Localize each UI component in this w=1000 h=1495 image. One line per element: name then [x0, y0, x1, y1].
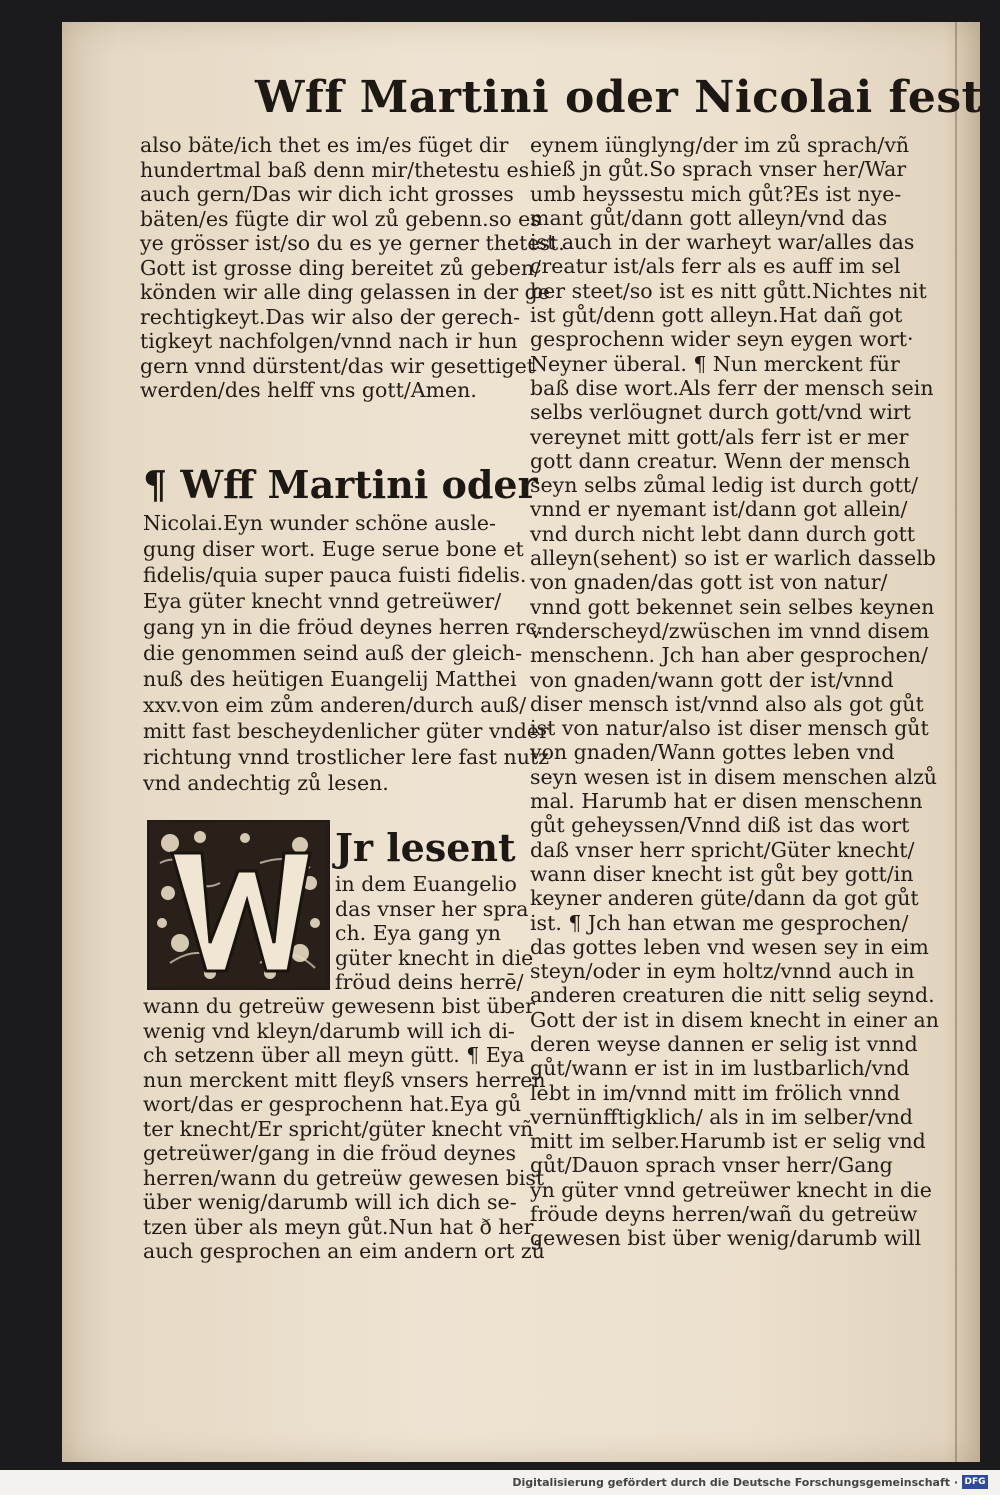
- dfg-logo: DFG: [962, 1475, 988, 1489]
- text-line: vernünfftigklich/ als in im selber/vnd: [530, 1104, 913, 1129]
- text-line: über wenig/darumb will ich dich se-: [143, 1190, 517, 1214]
- text-line: richtung vnnd trostlicher lere fast nutz: [143, 745, 549, 769]
- text-line: ber steet/so ist es nitt gůtt.Nichtes nit: [530, 278, 927, 303]
- text-line: seyn wesen ist in disem menschen alzů: [530, 764, 938, 789]
- text-line: mal. Harumb hat er disen menschenn: [530, 789, 923, 814]
- running-head: Wff Martini oder Nicolai fest: [255, 72, 983, 123]
- text-line: baß dise wort.Als ferr der mensch sein: [530, 375, 934, 400]
- text-line: fröud deins herrē/: [335, 970, 524, 994]
- left-column-beside-initial: [335, 872, 534, 995]
- text-line: vnd durch nicht lebt dann durch gott: [530, 521, 916, 546]
- text-line: ist gůt/denn gott alleyn.Hat dañ got: [530, 303, 903, 328]
- text-line: herren/wann du getreüw gewesen bist: [143, 1165, 545, 1190]
- text-line: ch setzenn über all meyn gütt. ¶ Eya: [143, 1043, 525, 1067]
- text-line: mitt fast bescheydenlicher güter vnder: [143, 719, 549, 743]
- text-line: von gnaden/wann gott der ist/vnnd: [530, 667, 894, 692]
- text-line: nun merckent mitt fleyß vnsers herren: [143, 1067, 546, 1092]
- text-line: selbs verlöugnet durch gott/vnd wirt: [530, 400, 911, 425]
- text-line: gůt geheyssen/Vnnd diß ist das wort: [530, 813, 910, 838]
- page-edge: [955, 22, 957, 1462]
- text-line: in dem Euangelio: [335, 872, 517, 896]
- footer-credit: Digitalisierung gefördert durch die Deutsche Forschungsgemeinschaft ·: [512, 1476, 958, 1489]
- section-heading-text: Wff Martini oder: [180, 462, 538, 507]
- text-line: deren weyse dannen er selig ist vnnd: [530, 1031, 918, 1056]
- text-line: vereynet mitt gott/als ferr ist er mer: [530, 424, 909, 449]
- text-line: gůt/wann er ist in im lustbarlich/vnd: [530, 1056, 910, 1081]
- text-line: ye grösser ist/so du es ye gerner thetest.: [140, 231, 565, 255]
- text-line: gang yn in die fröud deynes herren rc.: [143, 615, 544, 639]
- text-line: lebt in im/vnnd mitt im frölich vnnd: [530, 1080, 901, 1105]
- text-line: gott dann creatur. Wenn der mensch: [530, 448, 911, 473]
- text-line: gern vnnd dürstent/das wir gesettiget: [140, 353, 535, 378]
- text-line: mitt im selber.Harumb ist er selig vnd: [530, 1129, 926, 1154]
- text-line: nuß des heütigen Euangelij Matthei: [143, 667, 517, 691]
- text-line: tigkeyt nachfolgen/vnnd nach ir hun: [140, 329, 518, 353]
- text-line: fidelis/quia super pauca fuisti fidelis.: [143, 563, 527, 587]
- text-line: creatur ist/als ferr als es auff im sel: [530, 254, 901, 279]
- left-column-top: [140, 133, 565, 403]
- text-line: wort/das er gesprochenn hat.Eya gů: [143, 1092, 522, 1116]
- text-line: anderen creaturen die nitt selig seynd.: [530, 983, 935, 1008]
- text-line: Gott ist grosse ding bereitet zů geben/: [140, 255, 542, 280]
- text-line: diser mensch ist/vnnd also als got gůt: [530, 691, 924, 716]
- text-line: das vnser her spra: [335, 896, 529, 921]
- text-line: also bäte/ich thet es im/es füget dir: [140, 133, 509, 157]
- text-line: menschenn. Jch han aber gesprochen/: [530, 643, 928, 668]
- text-line: gewesen bist über wenig/darumb will: [530, 1226, 922, 1251]
- text-line: von gnaden/Wann gottes leben vnd: [530, 740, 895, 765]
- left-column-intro: [143, 510, 549, 796]
- text-line: wenig vnd kleyn/darumb will ich di-: [143, 1018, 515, 1043]
- text-line: steyn/oder in eym holtz/vnnd auch in: [530, 959, 915, 984]
- text-line: rechtigkeyt.Das wir also der gerech-: [140, 304, 521, 329]
- text-line: vnnd er nyemant ist/dann got allein/: [530, 497, 908, 522]
- text-line: Nicolai.Eyn wunder schöne ausle-: [143, 511, 496, 535]
- text-line: Eya güter knecht vnnd getreüwer/: [143, 589, 502, 613]
- text-line: vnnd gott bekennet sein selbes keynen: [530, 594, 935, 619]
- text-line: ist auch in der warheyt war/alles das: [530, 230, 915, 255]
- text-line: fröude deyns herren/wañ du getreüw: [530, 1202, 918, 1227]
- text-line: umb heyssestu mich gůt?Es ist nye-: [530, 181, 902, 206]
- text-line: wann du getreüw gewesenn bist über: [143, 994, 535, 1018]
- left-column-bottom: [143, 994, 546, 1264]
- text-line: mant gůt/dann gott alleyn/vnd das: [530, 205, 888, 230]
- text-line: ch. Eya gang yn: [335, 921, 501, 945]
- text-line: Gott der ist in disem knecht in einer an: [530, 1007, 939, 1032]
- incipit: Jr lesent: [335, 825, 516, 870]
- woodcut-initial-W-icon: [147, 820, 330, 990]
- text-line: auch gern/Das wir dich icht grosses: [140, 182, 514, 206]
- text-line: alleyn(sehent) so ist er warlich dasselb: [530, 546, 936, 571]
- text-line: xxv.von eim zům anderen/durch auß/: [143, 693, 527, 717]
- text-line: tzen über als meyn gůt.Nun hat ð her: [143, 1214, 534, 1239]
- text-line: güter knecht in die: [335, 945, 534, 970]
- text-line: das gottes leben vnd wesen sey in eim: [530, 934, 929, 959]
- text-line: könden wir alle ding gelassen in der ge: [140, 280, 550, 304]
- text-line: gesprochenn wider seyn eygen wort·: [530, 327, 914, 352]
- right-column: [530, 133, 939, 1251]
- text-line: die genommen seind auß der gleich-: [143, 641, 523, 665]
- text-line: ter knecht/Er spricht/güter knecht vñ: [143, 1116, 534, 1141]
- text-line: ist. ¶ Jch han etwan me gesprochen/: [530, 910, 909, 935]
- section-heading: [143, 460, 538, 510]
- text-line: werden/des helff vns gott/Amen.: [140, 378, 477, 402]
- text-line: von gnaden/das gott ist von natur/: [530, 570, 888, 595]
- text-line: daß vnser herr spricht/Güter knecht/: [530, 837, 915, 862]
- text-line: vnd andechtig zů lesen.: [143, 771, 389, 795]
- text-line: gůt/Dauon sprach vnser herr/Gang: [530, 1153, 893, 1178]
- text-line: ist von natur/also ist diser mensch gůt: [530, 716, 929, 741]
- text-line: eynem iünglyng/der im zů sprach/vñ: [530, 133, 910, 157]
- pilcrow-icon: ¶: [143, 462, 168, 507]
- text-line: hieß jn gůt.So sprach vnser her/War: [530, 157, 907, 182]
- text-line: seyn selbs zůmal ledig ist durch gott/: [530, 473, 919, 498]
- text-line: bäten/es fügte dir wol zů gebenn.so es: [140, 206, 541, 231]
- text-line: Neyner überal. ¶ Nun merckent für: [530, 351, 900, 376]
- text-line: gung diser wort. Euge serue bone et: [143, 537, 524, 561]
- text-line: vnderscheyd/zwüschen im vnnd disem: [530, 618, 930, 643]
- text-line: keyner anderen güte/dann da got gůt: [530, 886, 919, 911]
- text-line: auch gesprochen an eim andern ort zů: [143, 1239, 545, 1263]
- text-line: wann diser knecht ist gůt bey gott/in: [530, 861, 914, 886]
- text-line: getreüwer/gang in die fröud deynes: [143, 1141, 517, 1165]
- text-line: hundertmal baß denn mir/thetestu es: [140, 157, 530, 182]
- text-line: yn güter vnnd getreüwer knecht in die: [530, 1177, 932, 1202]
